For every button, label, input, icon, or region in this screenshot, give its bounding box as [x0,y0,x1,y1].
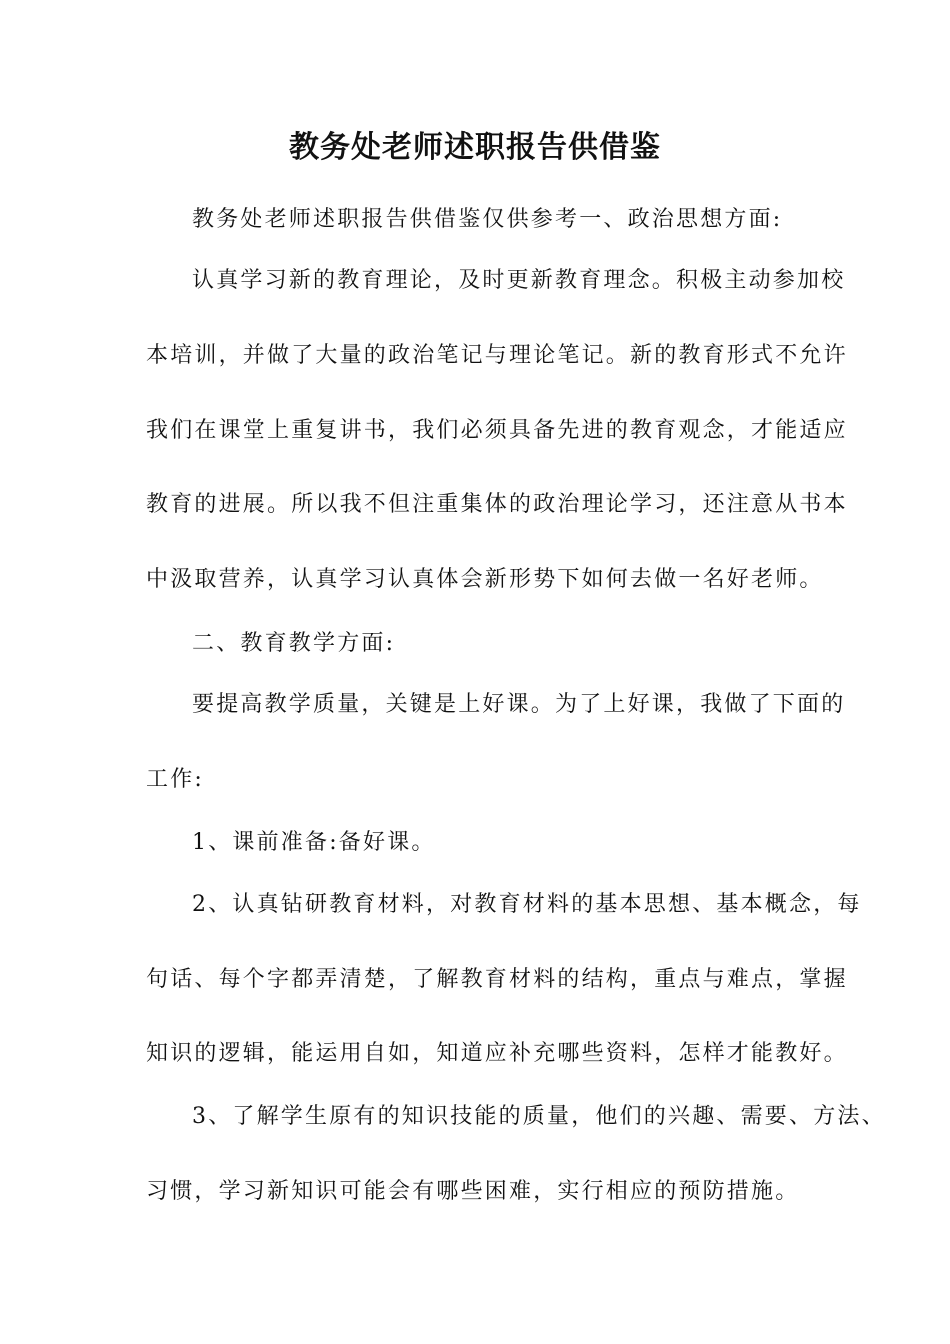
paragraph-line: 我们在课堂上重复讲书，我们必须具备先进的教育观念，才能适应 [146,418,848,443]
paragraph-line: 教育的进展。所以我不但注重集体的政治理论学习，还注意从书本 [146,492,848,517]
paragraph-line: 工作: [146,767,205,792]
list-item: 3、了解学生原有的知识技能的质量，他们的兴趣、需要、方法、 [192,1104,886,1129]
paragraph-line: 教务处老师述职报告供借鉴仅供参考一、政治思想方面: [192,207,783,232]
section-heading: 二、教育教学方面: [192,631,396,656]
document-title: 教务处老师述职报告供借鉴 [289,130,661,165]
paragraph-line: 知识的逻辑，能运用自如，知道应补充哪些资料，怎样才能教好。 [146,1041,848,1066]
list-item: 1、课前准备:备好课。 [192,830,436,855]
paragraph-line: 认真学习新的教育理论，及时更新教育理念。积极主动参加校 [192,268,846,293]
paragraph-line: 习惯，学习新知识可能会有哪些困难，实行相应的预防措施。 [146,1179,800,1204]
paragraph-line: 中汲取营养，认真学习认真体会新形势下如何去做一名好老师。 [146,567,824,592]
paragraph-line: 本培训，并做了大量的政治笔记与理论笔记。新的教育形式不允许 [146,343,848,368]
paragraph-line: 句话、每个字都弄清楚，了解教育材料的结构，重点与难点，掌握 [146,967,848,992]
paragraph-line: 要提高教学质量，关键是上好课。为了上好课，我做了下面的 [192,692,846,717]
list-item: 2、认真钻研教育材料，对教育材料的基本思想、基本概念，每 [192,892,862,917]
